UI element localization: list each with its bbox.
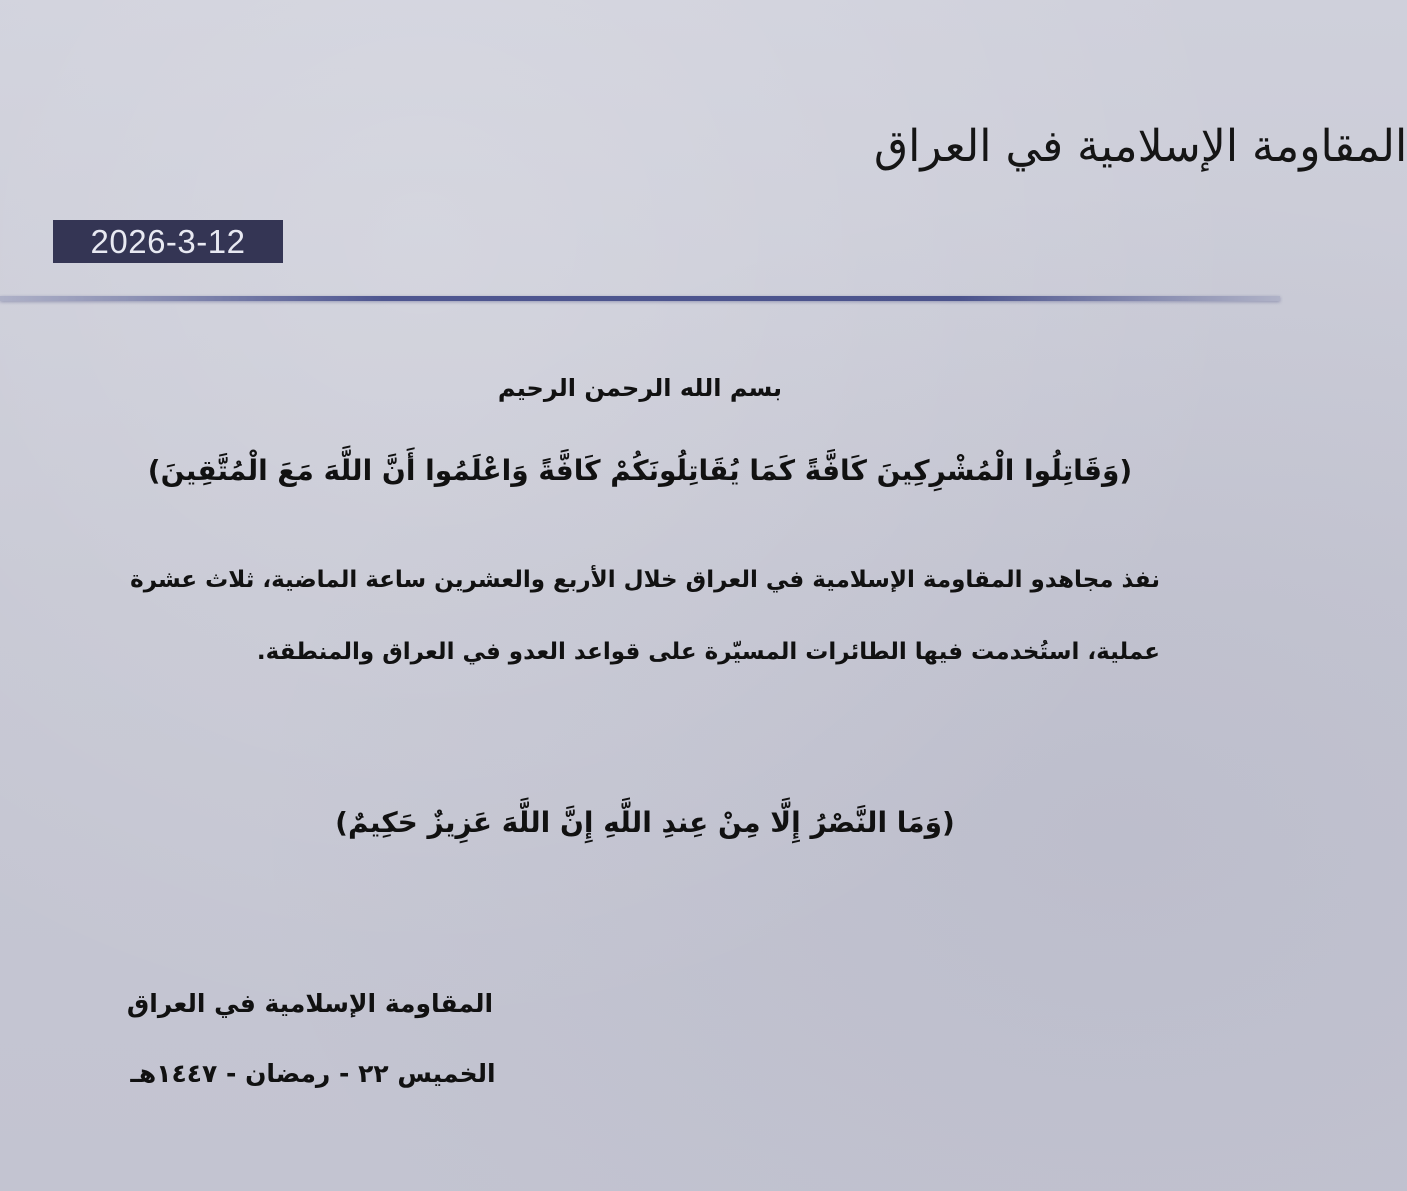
basmala: بسم الله الرحمن الرحيم [497, 374, 783, 402]
statement-body [115, 558, 1160, 702]
statement-body-line-1: نفذ مجاهدو المقاومة الإسلامية في العراق خلال الأربع والعشرين ساعة الماضية، ثلاث عشرة [130, 567, 1160, 593]
signature-hijri-date: الخميس ٢٢ - رمضان - ١٤٤٧هـ [130, 1059, 496, 1088]
closing-verse: (وَمَا النَّصْرُ إِلَّا مِنْ عِندِ اللَّهِ إِنَّ اللَّهَ عَزِيزٌ حَكِيمٌ) [335, 806, 955, 839]
statement-body-line-2: عملية، استُخدمت فيها الطائرات المسيّرة على قواعد العدو في العراق والمنطقة. [256, 639, 1160, 665]
opening-verse: (وَقَاتِلُوا الْمُشْرِكِينَ كَافَّةً كَمَا يُقَاتِلُونَكُمْ كَافَّةً وَاعْلَمُوا أَنَّ اللَّهَ مَعَ الْمُتَّقِينَ) [147, 454, 1133, 487]
header-divider [0, 296, 1280, 301]
organization-logo: المقاومة الإسلامية في العراق [874, 121, 1407, 172]
signature-name: المقاومة الإسلامية في العراق [126, 989, 494, 1018]
date-badge: 2026-3-12 [53, 220, 283, 263]
